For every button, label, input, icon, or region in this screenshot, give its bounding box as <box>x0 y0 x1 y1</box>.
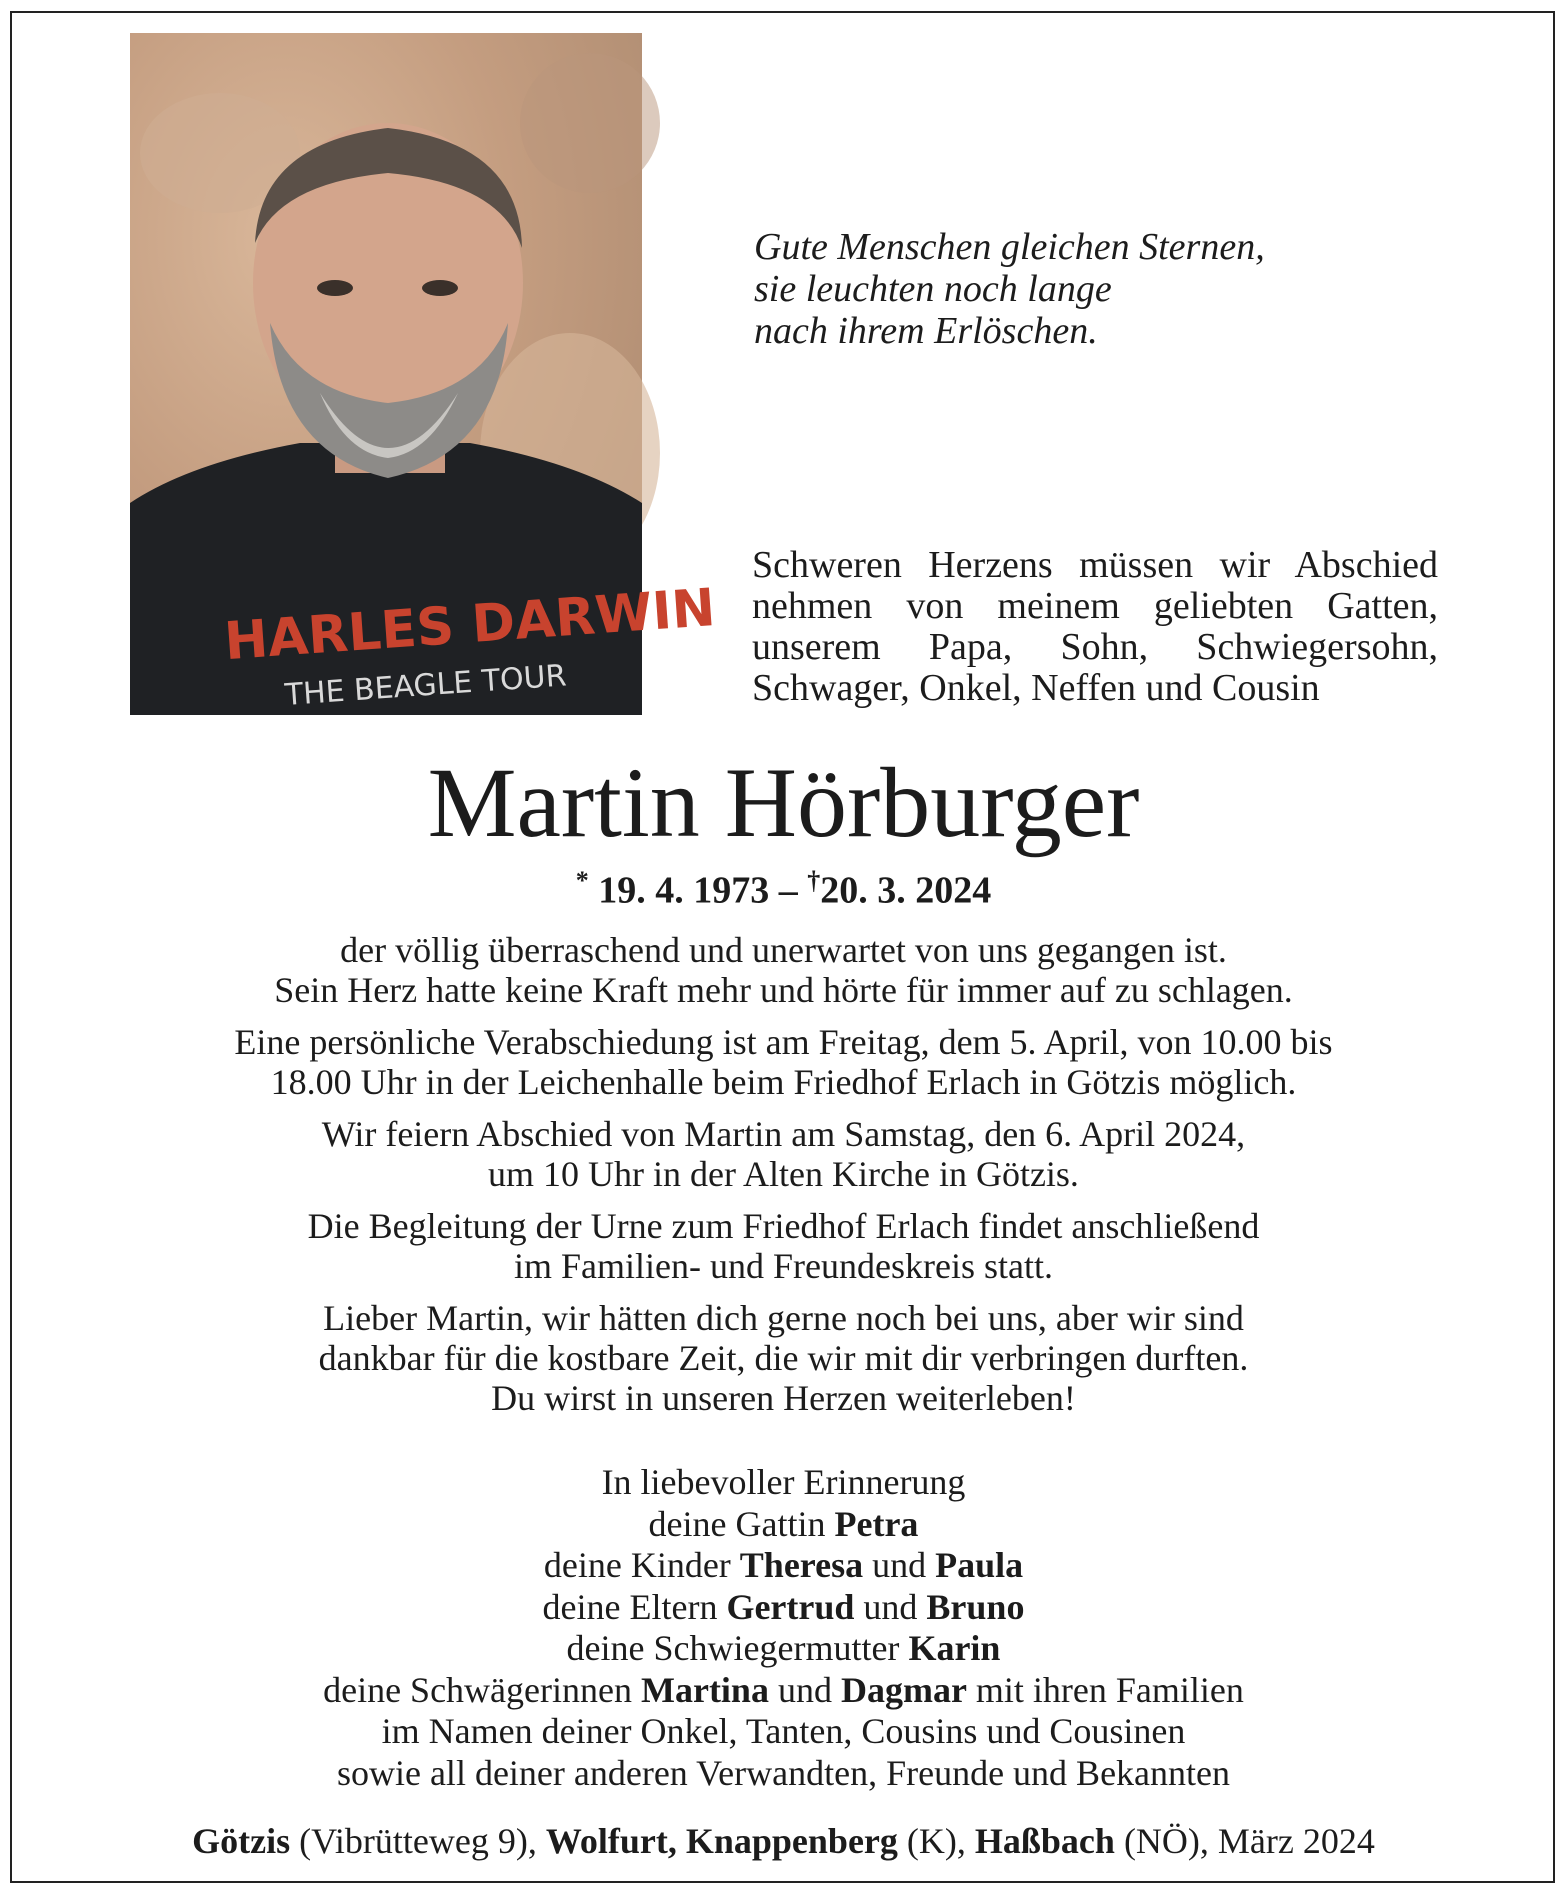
deceased-name: Martin Hörburger <box>427 747 1140 858</box>
paragraph-service: Wir feiern Abschied von Martin am Samstag, den 6. April 2024, um 10 Uhr in der Alten Kirche in Götzis. <box>321 1114 1246 1194</box>
shirt-print-line2: THE BEAGLE TOUR <box>283 658 568 714</box>
paragraph-passing: der völlig überraschend und unerwartet von uns gegangen ist. Sein Herz hatte keine Kraft mehr und hörte für immer auf zu schlagen. <box>274 930 1293 1010</box>
life-dates: * 19. 4. 1973 – †20. 3. 2024 <box>575 866 992 912</box>
paragraph-viewing: Eine persönliche Verabschiedung ist am Freitag, dem 5. April, von 10.00 bis 18.00 Uhr in der Leichenhalle beim Friedhof Erlach in Götzis möglich. <box>234 1022 1333 1102</box>
paragraph-farewell: Lieber Martin, wir hätten dich gerne noch bei uns, aber wir sind dankbar für die kostbare Zeit, die wir mit dir verbringen durften. Du wirst in unseren Herzen weiterleben! <box>318 1298 1249 1418</box>
announcement-body <box>0 930 1567 1430</box>
motto-quote: Gute Menschen gleichen Sternen, sie leuchten noch lange nach ihrem Erlöschen. <box>754 226 1265 352</box>
paragraph-urn: Die Begleitung der Urne zum Friedhof Erlach findet anschließend im Familien- und Freundeskreis statt. <box>307 1206 1260 1286</box>
portrait-photo <box>130 33 718 715</box>
family-signatures: In liebevoller Erinnerung deine Gattin Petra deine Kinder Theresa und Paula deine Eltern Gertrud und Bruno deine Schwiegermutter Karin deine Schwägerinnen Martina und Dagmar mit ihren Familien im Namen deiner Onkel, Tanten, Cousins und Cousinen sowie all deiner anderen Verwandten, Freunde und Bekannten <box>323 1462 1244 1793</box>
locations-footer: Götzis (Vibrütteweg 9), Wolfurt, Knappenberg (K), Haßbach (NÖ), März 2024 <box>192 1821 1375 1861</box>
intro-paragraph: Schweren Herzens müssen wir Abschied nehmen von meinem geliebten Gatten, unserem Papa, Sohn, Schwiegersohn, Schwager, Onkel, Neffen und Cousin <box>752 544 1438 709</box>
shirt-print-line1: HARLES DARWIN <box>222 578 718 673</box>
